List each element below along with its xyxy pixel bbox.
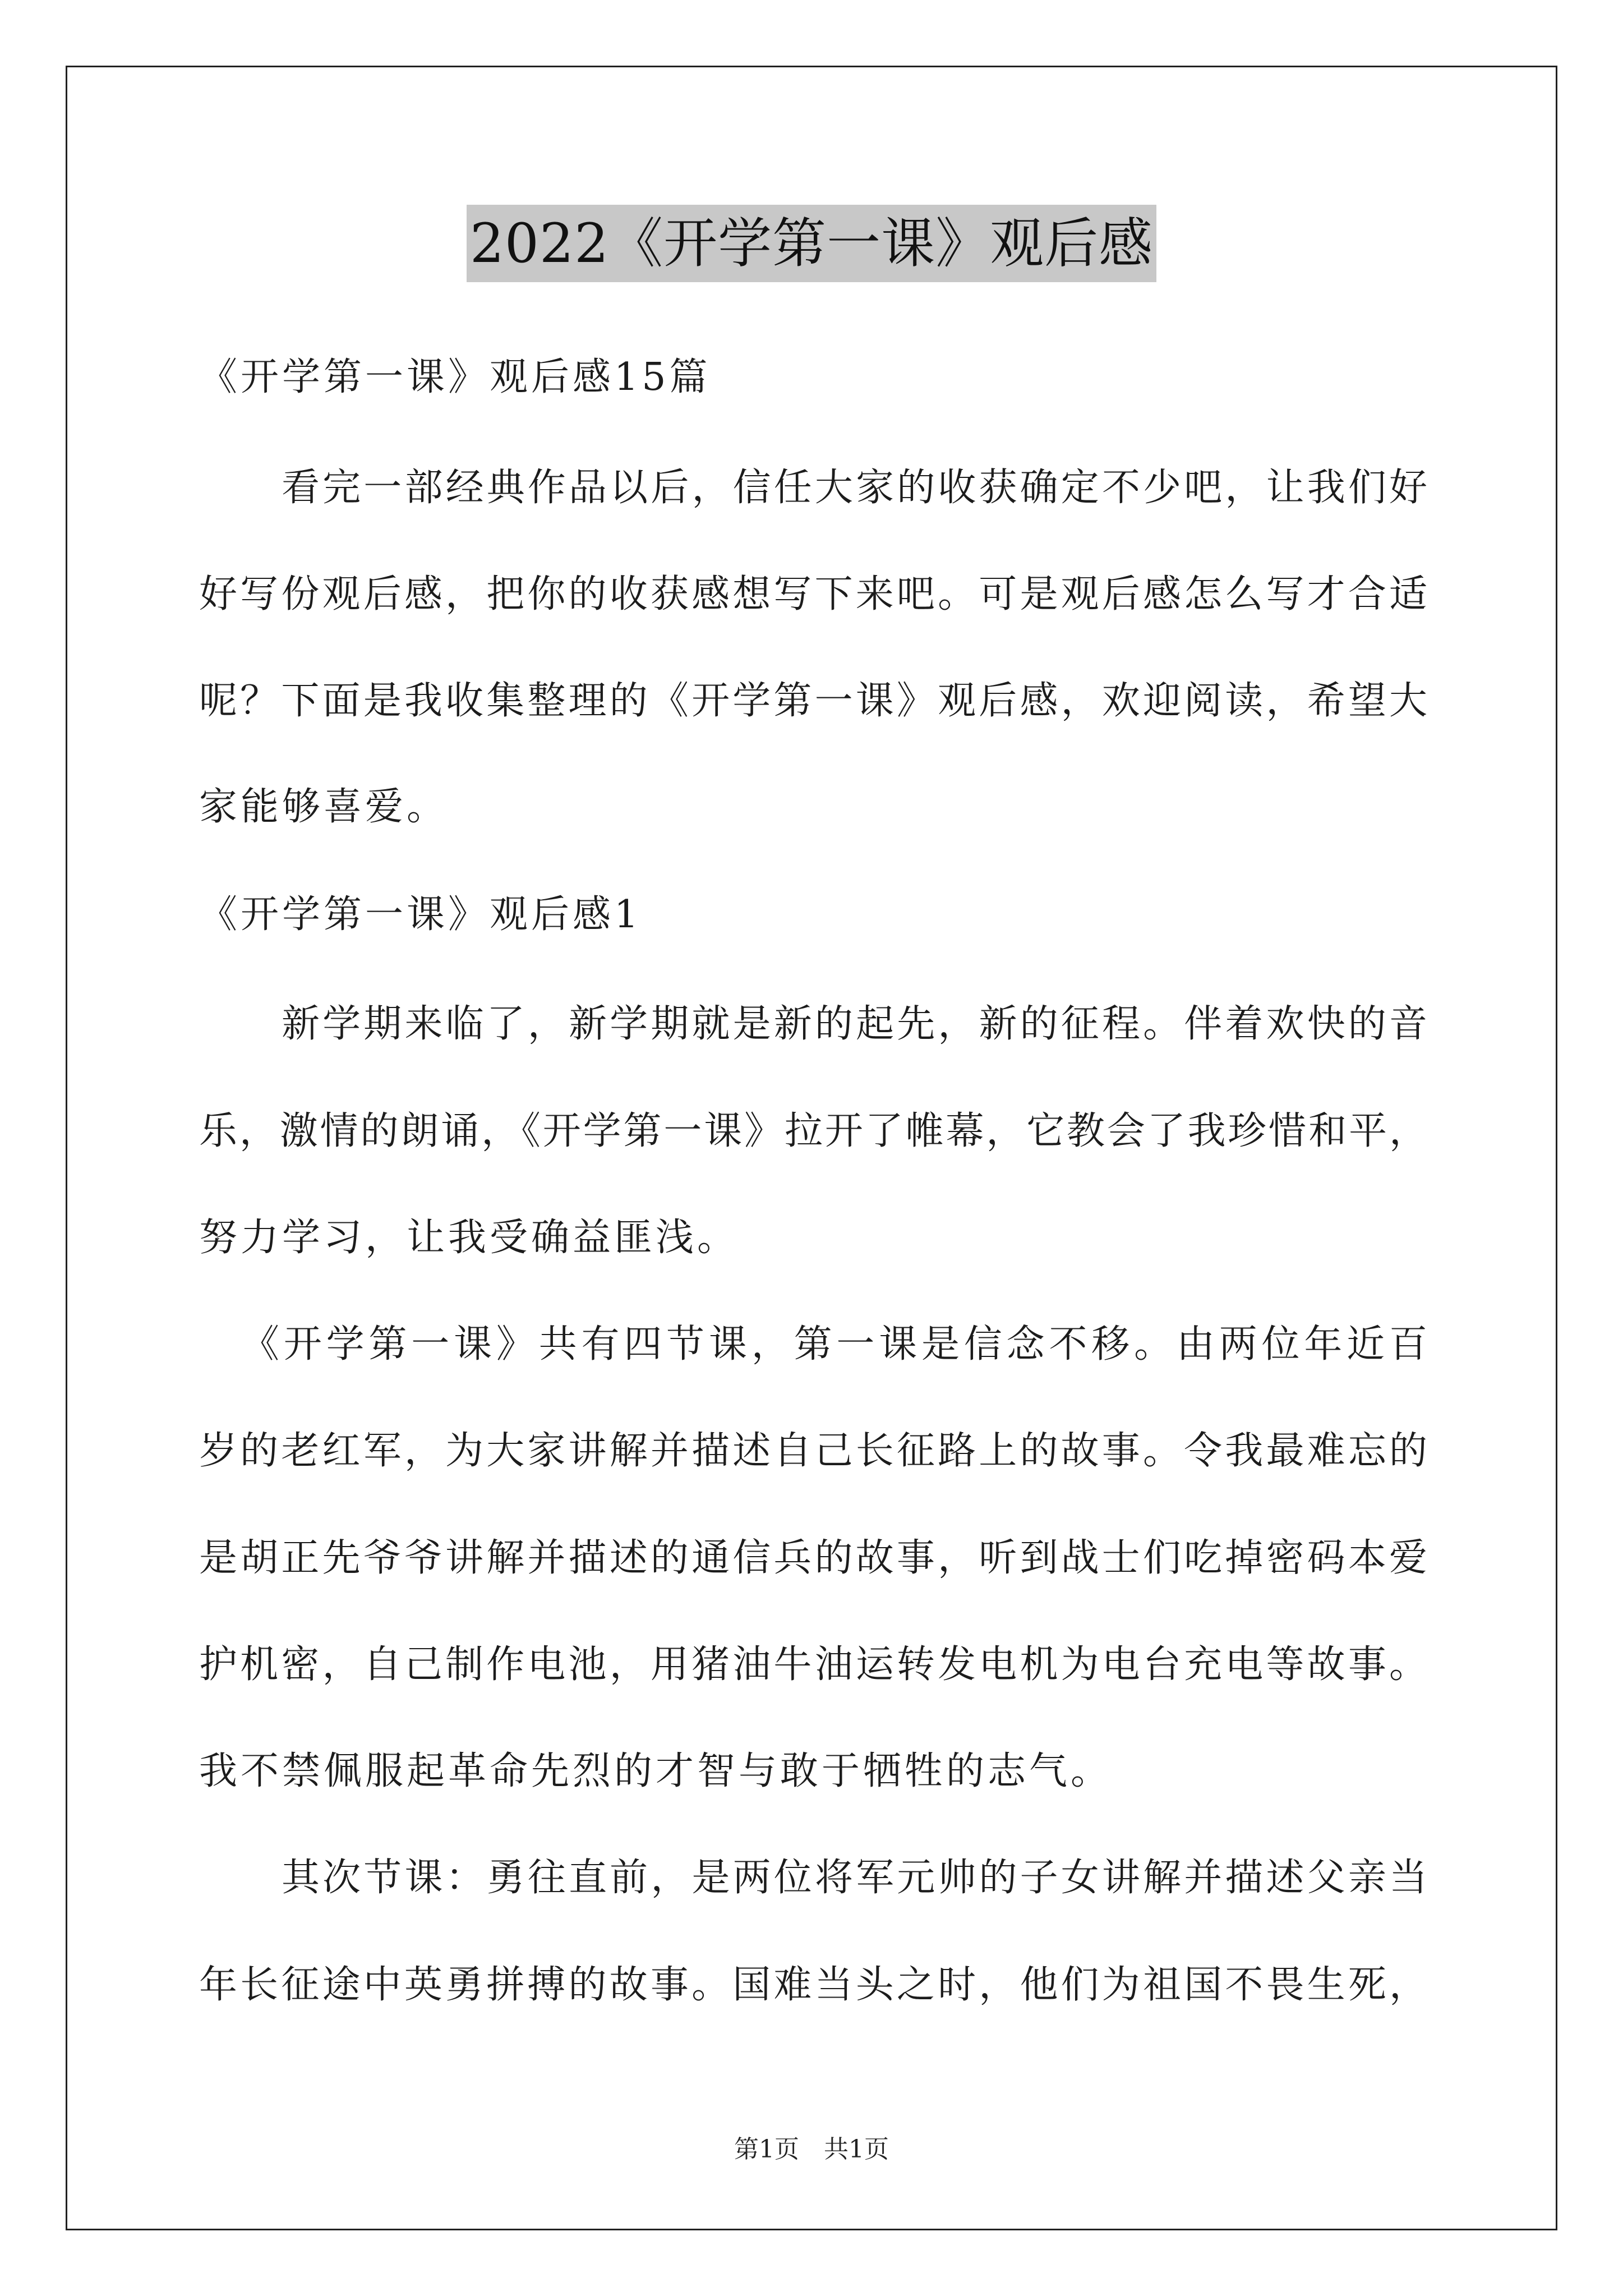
paragraph-line: 新学期来临了，新学期就是新的起先，新的征程。伴着欢快的音 xyxy=(282,1002,1427,1046)
paragraph-line: 护机密，自己制作电池，用猪油牛油运转发电机为电台充电等故事。 xyxy=(199,1642,1427,1687)
page-number-footer: 第1页 共1页 xyxy=(734,2135,889,2164)
paragraph-line: 家能够喜爱。 xyxy=(199,785,449,829)
title-container xyxy=(0,205,1623,282)
paragraph-line: 乐，激情的朗诵，《开学第一课》拉开了帷幕，它教会了我珍惜和平， xyxy=(199,1109,1427,1153)
paragraph-line: 其次节课：勇往直前，是两位将军元帅的子女讲解并描述父亲当 xyxy=(282,1856,1427,1900)
paragraph-line: 努力学习，让我受确益匪浅。 xyxy=(199,1216,739,1260)
paragraph-line: 年长征途中英勇拼搏的故事。国难当头之时，他们为祖国不畏生死， xyxy=(199,1963,1427,2007)
paragraph-line: 《开学第一课》共有四节课，第一课是信念不移。由两位年近百 xyxy=(241,1322,1427,1366)
paragraph-line: 是胡正先爷爷讲解并描述的通信兵的故事，听到战士们吃掉密码本爱 xyxy=(199,1536,1427,1580)
paragraph-line: 我不禁佩服起革命先烈的才智与敢于牺牲的志气。 xyxy=(199,1749,1113,1793)
subtitle-line: 《开学第一课》观后感15篇 xyxy=(199,355,711,399)
paragraph-line: 好写份观后感，把你的收获感想写下来吧。可是观后感怎么写才合适 xyxy=(199,572,1427,616)
paragraph-line: 岁的老红军，为大家讲解并描述自己长征路上的故事。令我最难忘的 xyxy=(199,1429,1427,1473)
paragraph-line: 呢？下面是我收集整理的《开学第一课》观后感，欢迎阅读，希望大 xyxy=(199,679,1427,723)
paragraph-line: 看完一部经典作品以后，信任大家的收获确定不少吧，让我们好 xyxy=(282,466,1427,510)
section-heading: 《开学第一课》观后感1 xyxy=(199,892,642,937)
document-title: 2022《开学第一课》观后感 xyxy=(467,205,1156,282)
